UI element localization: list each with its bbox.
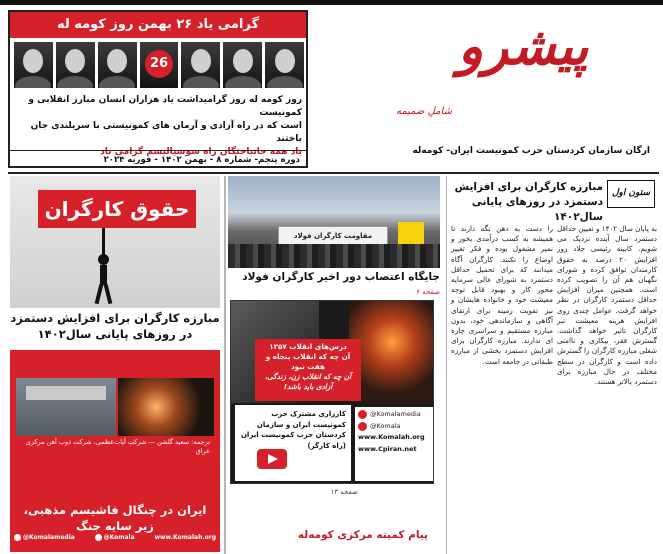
issue-info: دوره پنجم- شماره ۸ - بهمن ۱۴۰۲ - فوریه ۲۰۲۴ — [10, 150, 306, 168]
masthead-tagline: ارگان سازمان کردستان حزب کمونیست ایران- کومه‌له — [412, 146, 650, 156]
middle-column — [228, 176, 440, 554]
article-headline[interactable] — [228, 270, 440, 299]
steel-workers-photo[interactable] — [228, 176, 440, 268]
war-article-box[interactable] — [10, 350, 220, 552]
newspaper-logo: پیشرو — [458, 16, 589, 77]
portrait-photo — [14, 42, 53, 88]
banner-line: است که در راه آزادی و آرمان های کمونیستی با سربلندی جان باختند — [30, 121, 302, 144]
poster-photo — [349, 301, 434, 403]
website-link[interactable] — [154, 534, 216, 541]
top-border — [0, 0, 663, 5]
poster-slogan — [255, 339, 361, 401]
link-text: www.Komalah.org — [154, 534, 216, 541]
social-link[interactable] — [358, 409, 430, 421]
explosion-photo — [118, 378, 214, 436]
portrait-photo — [223, 42, 262, 88]
left-column — [8, 176, 220, 554]
social-link[interactable] — [95, 534, 135, 541]
article-headline[interactable]: مبارزه کارگران برای افزایش دستمزد در روزهای پایانی سال۱۴۰۲ — [454, 181, 603, 223]
article-headline[interactable]: مبارزه کارگران برای افزایش دستمزد در روزهای پایانی سال۱۴۰۲ — [10, 311, 220, 341]
social-dot-icon — [14, 534, 21, 541]
social-dot-icon — [358, 422, 367, 431]
article-headline[interactable]: پیام کمیته مرکزی کومه‌له — [297, 529, 428, 541]
portrait-strip — [14, 42, 304, 88]
poster-campaign-text: کارزاری مشترک حزب کمونیست ایران و سازمان کردستان حزب کمونیست ایران (راه کارگر) — [240, 410, 346, 450]
website-link[interactable] — [358, 432, 430, 444]
poster-links — [355, 407, 433, 481]
page-reference: صفحه ۱۳ — [330, 488, 358, 496]
protest-banner: مقاومت کارگران فولاد — [278, 226, 388, 246]
social-dot-icon — [95, 534, 102, 541]
page-reference: صفحه ۶ — [416, 288, 440, 296]
crowd — [228, 244, 440, 268]
supplement-label: شاملِ ضمیمه — [396, 106, 452, 117]
link-text: @Komala — [370, 421, 401, 430]
illustration-title: حقوق کارگران — [38, 190, 196, 228]
war-photo — [16, 378, 116, 436]
photo-caption: ترجمه: سعید گلشن — شرکتِ آیات‌عظمی، شرکت ذوب آهن مرکزی عراق — [25, 438, 210, 455]
poster-campaign-box — [235, 405, 351, 481]
link-text: @Komalamedia — [370, 410, 421, 418]
link-text: @Komalamedia — [23, 534, 75, 541]
portrait-photo — [265, 42, 304, 88]
hanging-figure-icon — [90, 254, 116, 306]
social-link[interactable] — [358, 421, 430, 433]
article-headline: ایران در چنگال فاشیسم مذهبی، زیر سایه جنگ — [23, 503, 207, 533]
anniversary-banner — [8, 10, 308, 168]
masthead — [388, 10, 656, 168]
banner-heading: گرامی یاد ۲۶ بهمن روز کومه له — [10, 12, 306, 38]
website-link[interactable] — [358, 444, 430, 456]
slogan-line: درس‌های انقلاب ۱۳۵۷ — [269, 342, 347, 351]
link-text: @Komala — [103, 534, 135, 541]
slogan-line: آن چه که انقلاب پنجاه و هفت نبود — [265, 352, 351, 371]
portrait-photo — [181, 42, 220, 88]
article-body: را دست به دهن نگه دارند تا همیشه به کسب درآمدی بخور و نمیر مشغول بوده و فکر تغییر اوضاع را نکنند. کارگران آگاه میدانند که برای تحمیل حداقل دستمزد به شورای عالی سرمایه محور کار و بهبود قابل توجه معیشت خود و خانواده هایشان و نیز تقویت زمینه برای ارتقای آگاهی و سازماندهی خود، بدون مبارزه مستقیم و سراسری چاره ای ندارند. مبارزه کارگران برای افزایش دستمزد بخشی از مبارزه طبقاتی در جامعه است. — [451, 224, 553, 366]
portrait-photo — [140, 42, 179, 88]
banner-line: روز کومه له روز گرامیداشت یاد هزاران انسان مبارز انقلابی و کمونیست — [28, 95, 302, 118]
social-dot-icon — [358, 410, 367, 419]
social-link[interactable] — [14, 534, 75, 541]
portrait-photo — [98, 42, 137, 88]
first-column-tag: ستون اول — [607, 180, 655, 208]
section-divider — [8, 172, 659, 174]
banner-line: یاد همه جانباختگان راه سوسیالیسم گرامی باد — [100, 147, 302, 157]
war-links — [14, 534, 216, 541]
portrait-photo — [56, 42, 95, 88]
headline-text: جایگاه اعتصاب دور اخیر کارگران فولاد — [242, 271, 440, 283]
workers-rights-illustration[interactable] — [10, 176, 220, 308]
slogan-line: آن چه که انقلاب زن، زندگی، آزادی باید باشد! — [264, 372, 352, 391]
anniversary-badge: 26 — [145, 50, 173, 78]
column-divider — [224, 176, 226, 554]
campaign-poster[interactable] — [230, 300, 434, 484]
article-body: به پایان سال ۱۴۰۲ و تعیین حداقل دستمزد سال آینده نزدیک می شویم. کابینه رئیسی جلاد روز افزایش ۲۰ درصد به حقوق کارمندان توافق کرده و شورای نگهبان هم آن را تصویب کرده است. همچنین میزان افزایش حداقل دستمزد کارگران در نظر خواهد گرفت. عوامل چندی روی افزایش هزینه معیشت تبر کارگران تاثیر خواهد گذاشت. گسترش فقر، بیکاری و ناامنی شغلی مبارزه کارگران را گسترش داده است و کارگران در سطح مختلف در حال مبارزه برای دستمزد بالاتر هستند. — [557, 224, 657, 387]
play-icon[interactable] — [257, 449, 287, 469]
link-text: www.Komalah.org — [358, 433, 425, 441]
link-text: www.Cpiran.net — [358, 444, 417, 453]
first-column-article — [446, 176, 659, 554]
